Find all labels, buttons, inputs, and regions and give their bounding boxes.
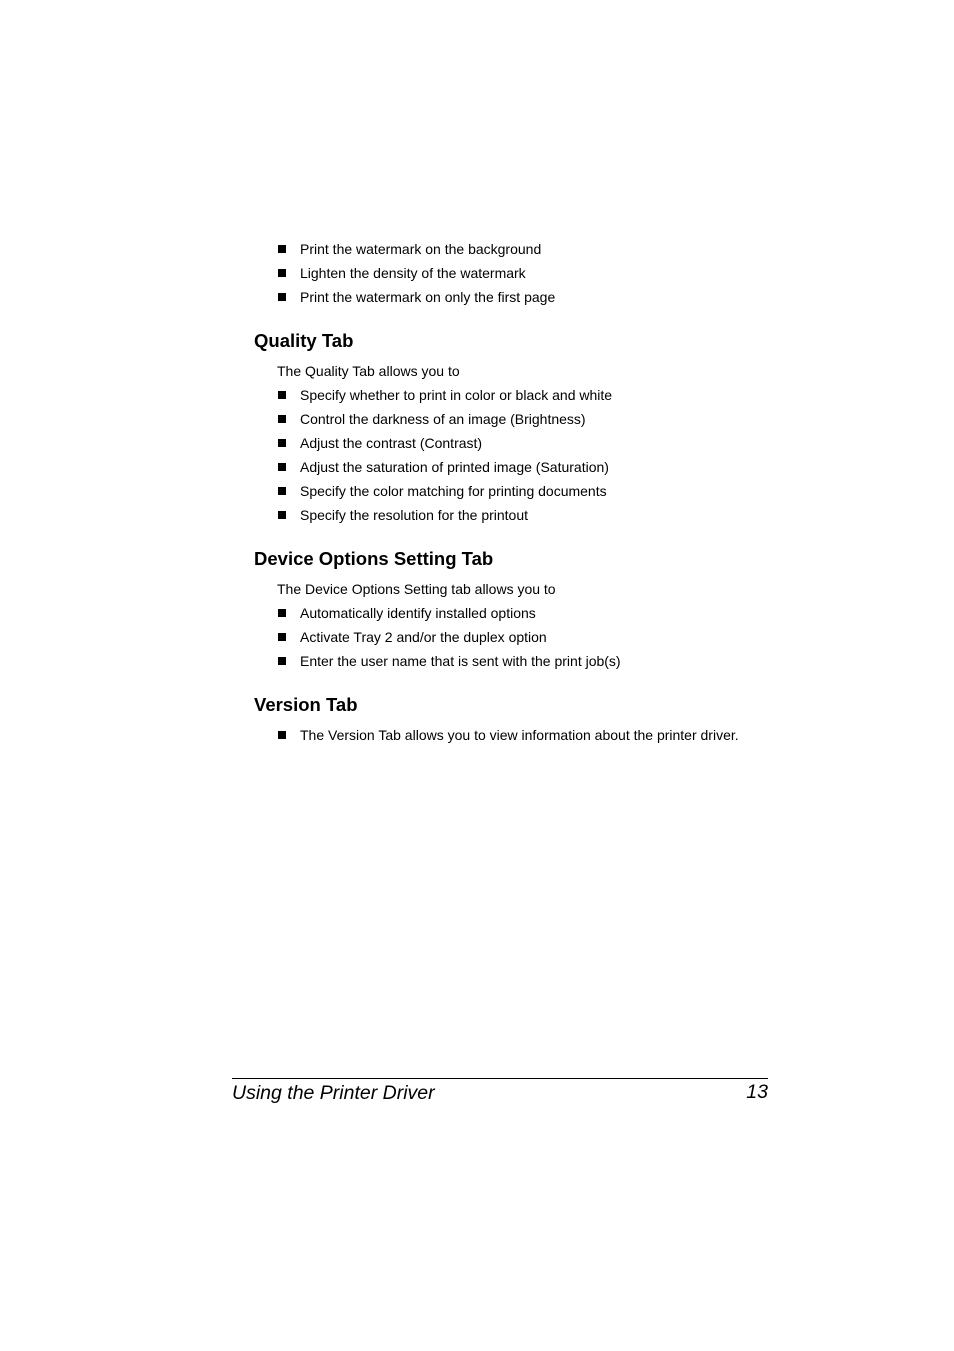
device-options-tab-heading: Device Options Setting Tab [254,548,494,569]
bullet-square-icon [278,269,286,277]
list-item [277,649,774,673]
list-item [277,723,774,747]
version-tab-list [254,723,774,747]
watermark-options-list [254,237,774,309]
bullet-square-icon [278,657,286,665]
list-item [277,261,774,285]
list-item-text: Lighten the density of the watermark [300,265,526,281]
bullet-square-icon [278,511,286,519]
footer-page-number: 13 [746,1081,768,1103]
list-item-text: Specify the resolution for the printout [300,507,529,523]
list-item [277,479,774,503]
list-item-text: Print the watermark on the background [300,241,542,257]
bullet-square-icon [278,439,286,447]
list-item-text: Adjust the contrast (Contrast) [300,435,483,451]
bullet-square-icon [278,293,286,301]
list-item [277,601,774,625]
bullet-square-icon [278,633,286,641]
footer-divider [232,1078,768,1079]
bullet-square-icon [278,245,286,253]
list-item-text: Automatically identify installed options [300,605,536,621]
bullet-square-icon [278,731,286,739]
page-content [254,237,774,747]
bullet-square-icon [278,609,286,617]
list-item-text: The Version Tab allows you to view information about the printer driver. [300,727,739,743]
version-tab-heading: Version Tab [254,694,358,715]
quality-tab-list [254,383,774,527]
list-item-text: Adjust the saturation of printed image (Saturation) [300,459,609,475]
bullet-square-icon [278,487,286,495]
quality-tab-heading: Quality Tab [254,330,354,351]
list-item [277,625,774,649]
quality-tab-intro: The Quality Tab allows you to [277,363,460,379]
list-item [277,407,774,431]
list-item-text: Specify whether to print in color or black and white [300,387,613,403]
device-options-tab-intro: The Device Options Setting tab allows you to [277,581,556,597]
footer-chapter-title: Using the Printer Driver [232,1082,435,1104]
bullet-square-icon [278,463,286,471]
list-item [277,503,774,527]
list-item-text: Enter the user name that is sent with the print job(s) [300,653,621,669]
bullet-square-icon [278,391,286,399]
list-item-text: Specify the color matching for printing documents [300,483,607,499]
bullet-square-icon [278,415,286,423]
list-item [277,285,774,309]
list-item [277,237,774,261]
list-item [277,455,774,479]
list-item-text: Print the watermark on only the first page [300,289,556,305]
list-item-text: Control the darkness of an image (Brightness) [300,411,586,427]
list-item [277,431,774,455]
list-item-text: Activate Tray 2 and/or the duplex option [300,629,547,645]
list-item [277,383,774,407]
device-options-tab-list [254,601,774,673]
